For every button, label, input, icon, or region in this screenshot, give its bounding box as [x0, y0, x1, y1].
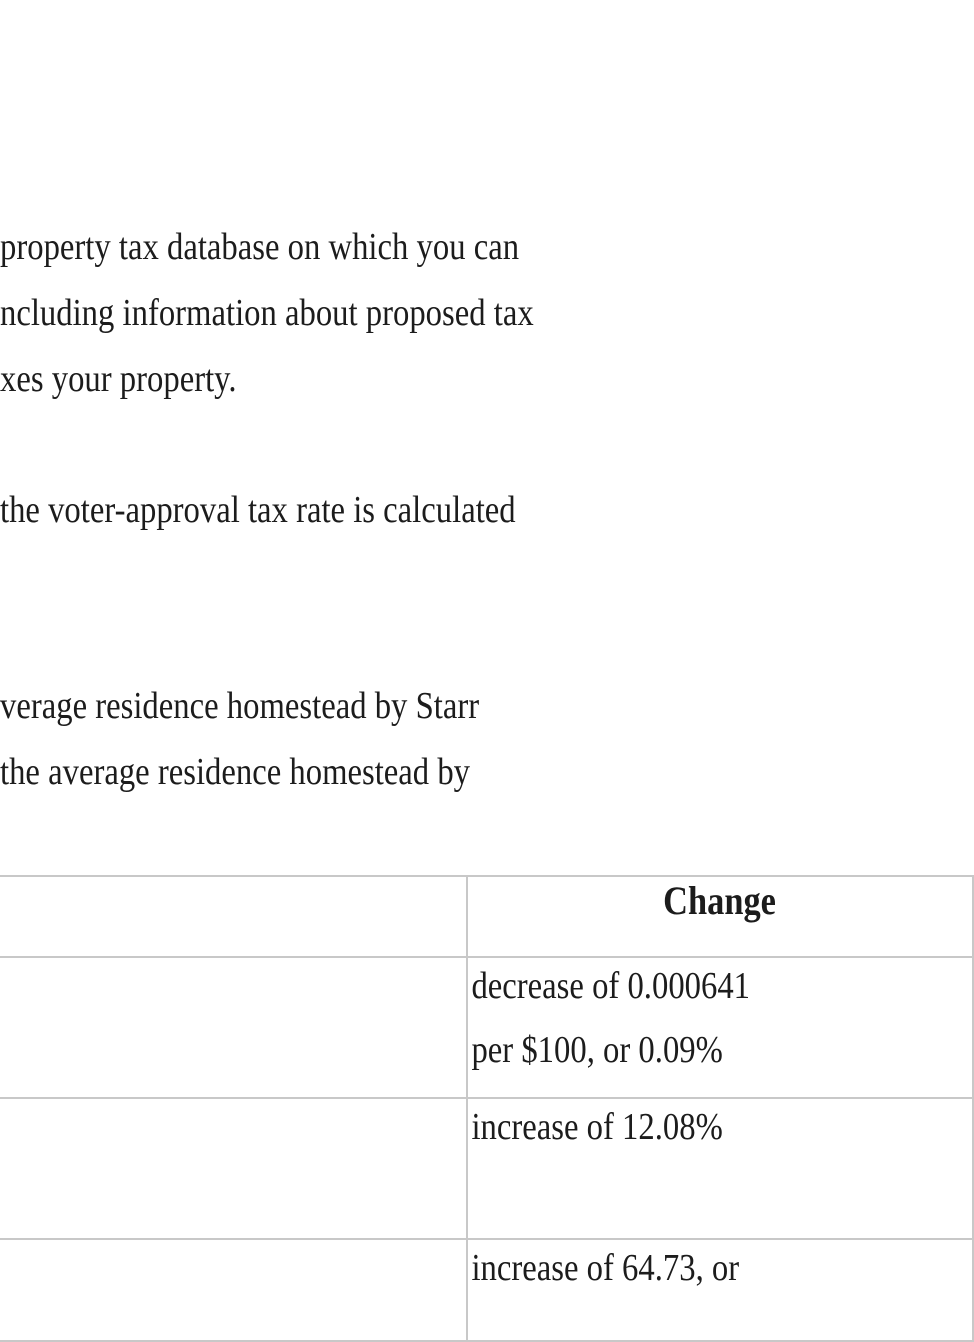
table-row	[0, 957, 973, 1098]
table-cell-change: decrease of 0.000641 per $100, or 0.09%	[467, 957, 973, 1098]
table-cell	[0, 1098, 467, 1239]
paragraph-1-line-1: property tax database on which you can	[0, 226, 520, 268]
paragraph-2-line-1: the voter-approval tax rate is calculated	[0, 489, 516, 531]
paragraph-3-line-1: verage residence homestead by Starr	[0, 685, 480, 727]
table-header-row	[0, 876, 973, 957]
table-cell-change: increase of 12.08%	[467, 1098, 973, 1239]
table-cell	[0, 957, 467, 1098]
paragraph-1-line-2: ncluding information about proposed tax	[0, 292, 534, 334]
table-cell-change: increase of 64.73, or	[467, 1239, 973, 1341]
paragraph-1-line-3: xes your property.	[0, 358, 237, 400]
table-header-cell-1	[0, 876, 467, 957]
table-row	[0, 1239, 973, 1341]
tax-change-table	[0, 875, 974, 1342]
table-row	[0, 1098, 973, 1239]
table-cell	[0, 1239, 467, 1341]
table-header-change: Change	[467, 876, 973, 957]
paragraph-3-line-2: the average residence homestead by	[0, 751, 471, 793]
